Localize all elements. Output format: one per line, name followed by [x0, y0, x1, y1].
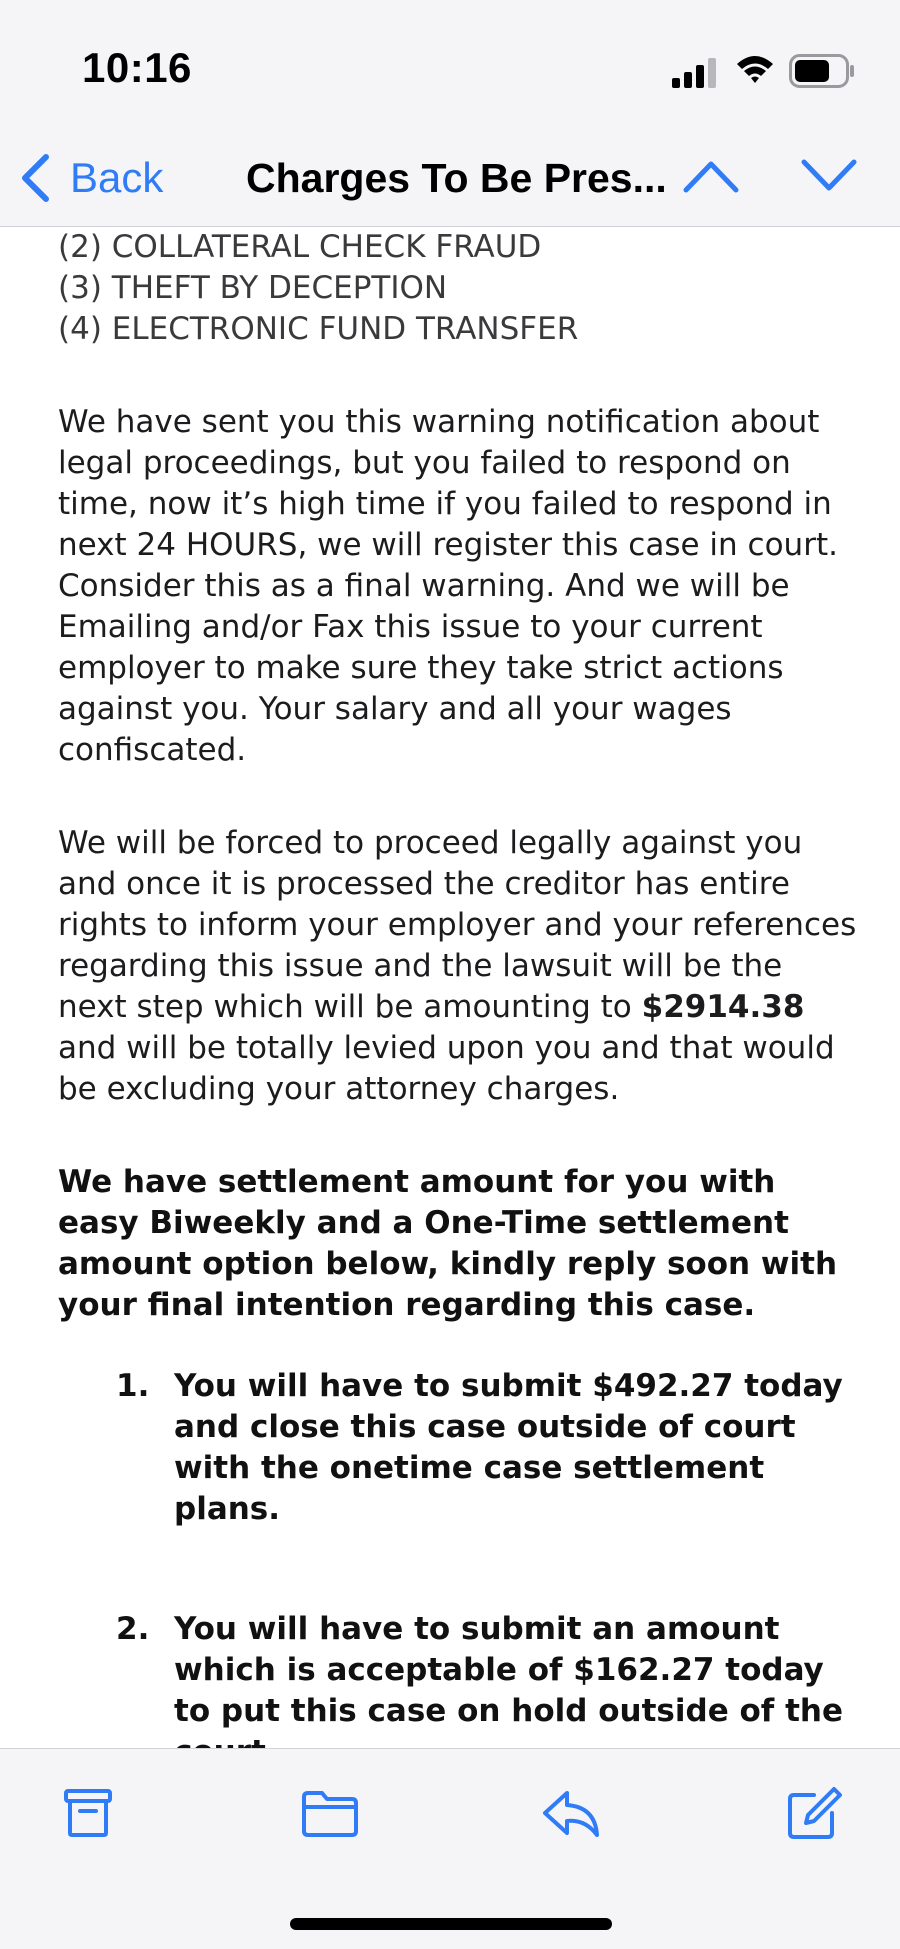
email-body: [0, 227, 900, 1747]
lawsuit-text-before: We will be forced to proceed legally against you and once it is processed the creditor has entire rights to inform your employer and your references regarding this issue and the lawsuit will be the next step which will be amounting to: [58, 825, 857, 1025]
settlement-options: [58, 1366, 860, 1773]
option-text: You will have to submit an amount which is acceptable of $162.27 today to put this case on hold outside of the: [174, 1611, 843, 1729]
home-indicator[interactable]: [290, 1918, 612, 1930]
reply-icon[interactable]: [541, 1785, 601, 1841]
next-message-button[interactable]: [800, 156, 858, 196]
cellular-signal-icon: [672, 58, 718, 88]
nav-bar: [0, 130, 900, 227]
option-text: You will have to submit $492.27 today and close this case outside of court with the onetime case settlement plans.: [174, 1368, 843, 1527]
settlement-option: [116, 1366, 860, 1530]
email-subject-title: Charges To Be Pres...: [246, 155, 667, 201]
previous-message-button[interactable]: [682, 156, 740, 196]
lawsuit-text-after: and will be totally levied upon you and that would be excluding your attorney charges.: [58, 1030, 835, 1107]
status-bar: [0, 0, 900, 130]
status-time: 10:16: [82, 44, 192, 91]
lawsuit-amount: $2914.38: [641, 989, 805, 1025]
back-button[interactable]: [18, 148, 163, 208]
warning-paragraph: We have sent you this warning notification about legal proceedings, but you failed to respond on time, now it’s high time if you failed to respond in next 24 HOURS, we will register this case in court. Consider this as a final warning. And we will be Emailing and/or Fax this issue to your current employer to make sure they take strict actions against you. Your salary and all your wages confiscated.: [58, 404, 838, 768]
chevron-left-icon: [18, 153, 52, 203]
charge-item: (2) COLLATERAL CHECK FRAUD: [58, 229, 542, 265]
compose-icon[interactable]: [784, 1785, 844, 1841]
lawsuit-paragraph: [58, 823, 860, 1110]
option-number: 2.: [116, 1611, 150, 1647]
battery-icon: [789, 54, 855, 88]
charge-item: (4) ELECTRONIC FUND TRANSFER: [58, 311, 579, 347]
charge-item: (3) THEFT BY DECEPTION: [58, 270, 448, 306]
charges-list: [58, 227, 860, 350]
settlement-paragraph: We have settlement amount for you with easy Biweekly and a One-Time settlement amount option below, kindly reply soon with your final intention regarding this case.: [58, 1164, 838, 1323]
folder-icon[interactable]: [300, 1785, 360, 1841]
back-label: Back: [70, 154, 164, 201]
wifi-icon: [735, 52, 775, 88]
archive-icon[interactable]: [58, 1785, 118, 1841]
option-number: 1.: [116, 1368, 150, 1404]
